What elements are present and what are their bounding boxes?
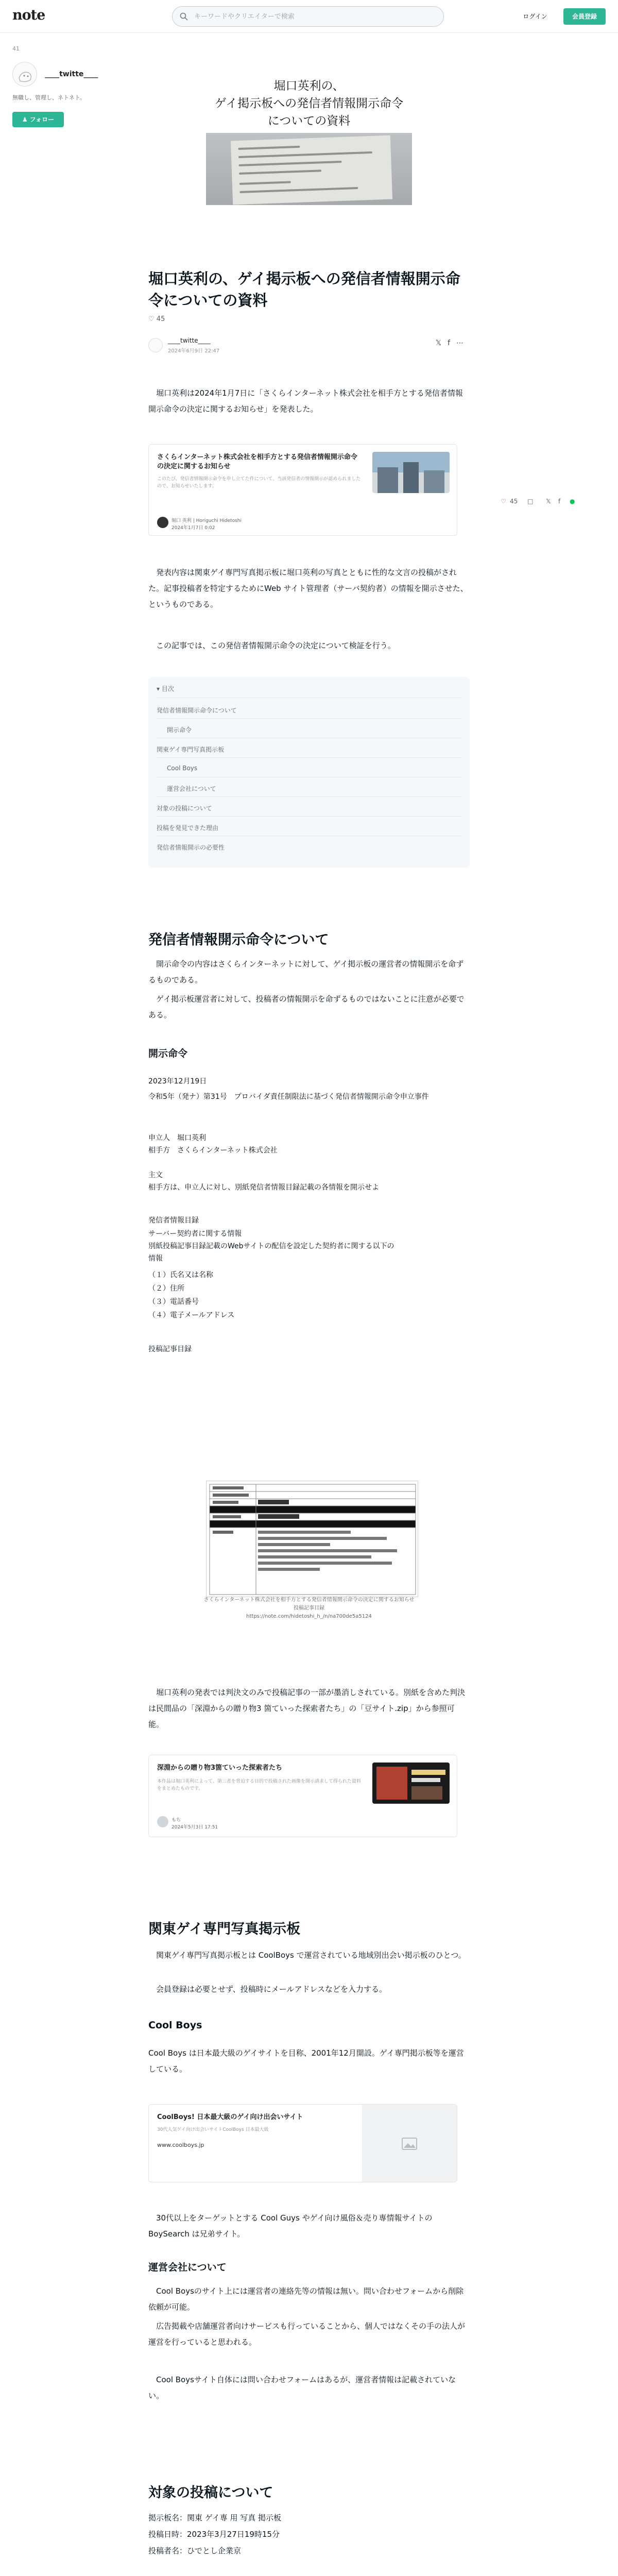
embed-date: 2024年1月7日 0:02 bbox=[171, 526, 215, 531]
float-like-count: 45 bbox=[510, 498, 518, 505]
search-input[interactable] bbox=[194, 11, 436, 22]
target-meta-2: 投稿日時：2023年3月27日19時15分 bbox=[148, 2530, 280, 2539]
intro-paragraph: 堀口英利は2024年1月7日に「さくらインターネット株式会社を相手方とする発信者情報開示命令の決定に関するお知らせ」を発表した。 bbox=[148, 388, 463, 414]
creator-count: 41 bbox=[12, 45, 20, 52]
facebook-share-icon[interactable]: f bbox=[558, 498, 561, 505]
embed-thumbnail bbox=[372, 452, 450, 493]
search-box[interactable] bbox=[172, 6, 444, 27]
creator-avatar[interactable] bbox=[12, 62, 37, 87]
paragraph-2: 発表内容は関東ゲイ専門写真掲示板に堀口英利の写真とともに性的な文言の投稿がされた。記事投稿者を特定するためにWeb サイト管理者（サーバ契約者）の情報を開示させた、というものである。 bbox=[148, 568, 468, 609]
table-of-contents bbox=[148, 677, 470, 868]
toc-heading-label: 目次 bbox=[161, 685, 174, 692]
login-button[interactable]: ログイン bbox=[523, 13, 547, 20]
doc-line: （２）住所 bbox=[148, 1284, 184, 1293]
embed-desc: 30代人気ゲイ向け出会いサイトCoolBoys 日本最大級 bbox=[157, 2127, 269, 2132]
doc-line: 情報 bbox=[148, 1255, 163, 1263]
doc-line: 相手方 さくらインターネット株式会社 bbox=[148, 1146, 278, 1155]
heading-order: 発信者情報開示命令について bbox=[148, 932, 329, 948]
doc-line: サーバー契約者に関する情報 bbox=[148, 1230, 242, 1238]
doc-line: （１）氏名又は名称 bbox=[148, 1271, 213, 1279]
author-meta bbox=[148, 336, 470, 357]
facebook-share-icon[interactable]: f bbox=[448, 339, 456, 347]
doc-line: 令和5年（発ナ）第31号 プロバイダ責任制限法に基づく発信者情報開示命令申立事件 bbox=[148, 1093, 429, 1101]
eyecatch-title: 堀口英利の、 ゲイ掲示板への発信者情報開示命令 についての資料 bbox=[214, 79, 404, 128]
target-meta-1: 掲示板名：関東 ゲイ専 用 写真 掲示板 bbox=[148, 2513, 282, 2522]
like-count: 45 bbox=[156, 315, 165, 323]
toc-item[interactable]: 運営会社について bbox=[167, 785, 216, 792]
embed-desc: このたび、発信者情報開示命令を申し立てた件について、当該発信者の情報開示が認められましたので、お知らせいたします。 bbox=[157, 477, 361, 489]
embed-card-abyss[interactable] bbox=[148, 1755, 457, 1837]
doc-line: （３）電話番号 bbox=[148, 1298, 199, 1306]
chevron-down-icon: ▾ bbox=[157, 685, 160, 692]
heart-icon[interactable]: ♡ bbox=[501, 498, 506, 505]
court-paragraph: 堀口英利の発表では判決文のみで投稿記事の一部が墨消しされている。別紙を含めた判決は民間品の「深淵からの贈り物3 箇ていった探索者たち」の「豆サイト.zip」から参照可能。 bbox=[148, 1688, 466, 1729]
embed-title: CoolBoys! 日本最大級のゲイ向け出会いサイト bbox=[157, 2113, 303, 2121]
embed-author-avatar bbox=[157, 1816, 168, 1827]
board-paragraph-1: 関東ゲイ専門写真掲示板とは CoolBoys で運営されている地域別出会い掲示板のひとつ。 bbox=[148, 1951, 466, 1960]
doc-line: 発信者情報目録 bbox=[148, 1216, 199, 1225]
embed-title: さくらインターネット株式会社を相手方とする発信者情報開示命令の決定に関するお知らせ bbox=[157, 453, 357, 470]
doc-line: 主文 bbox=[148, 1171, 163, 1179]
x-share-icon[interactable]: 𝕏 bbox=[546, 498, 551, 505]
doc-line: （４）電子メールアドレス bbox=[148, 1311, 235, 1319]
admin-paragraph-1: Cool Boysのサイト上には運営者の連絡先等の情報は無い。問い合わせフォームから削除依頼が可能。 bbox=[148, 2286, 464, 2312]
toc-heading[interactable] bbox=[157, 684, 174, 693]
follow-button[interactable] bbox=[12, 112, 64, 127]
comment-icon[interactable]: □ bbox=[527, 498, 534, 505]
x-share-icon[interactable]: 𝕏 bbox=[435, 339, 448, 347]
toc-item[interactable]: 発信者情報開示命令について bbox=[157, 707, 237, 714]
like-meta bbox=[148, 315, 165, 323]
heading-target: 対象の投稿について bbox=[148, 2485, 273, 2501]
follow-label: フォロー bbox=[29, 115, 55, 123]
figure-caption[interactable]: さくらインターネット株式会社を相手方とする発信者情報開示命令の決定に関するお知らせ 投稿記事目録 https://note.com/hidetoshi_h_/n/na700de5a5124 bbox=[203, 1597, 415, 1619]
doc-line: 別紙投稿記事目録記載のWebサイトの配信を設定した契約者に関する以下の bbox=[148, 1242, 394, 1250]
embed-card-notice[interactable] bbox=[148, 444, 457, 536]
article-title: 堀口英利の、ゲイ掲示板への発信者情報開示命令についての資料 bbox=[148, 270, 460, 309]
floating-actions bbox=[501, 495, 609, 509]
board-paragraph-2: 会員登録は必要とせず、投稿時にメールアドレスなどを入力する。 bbox=[148, 1985, 387, 1994]
avatar-sketch-icon bbox=[13, 62, 37, 87]
embed-url: www.coolboys.jp bbox=[157, 2142, 204, 2148]
table-image bbox=[207, 1481, 419, 1598]
share-icons bbox=[436, 339, 470, 347]
heading-kaiji: 開示命令 bbox=[148, 1048, 188, 1059]
embed-thumbnail bbox=[372, 1762, 450, 1804]
doc-line: 申立人 堀口英利 bbox=[148, 1134, 206, 1142]
eyecatch-image bbox=[148, 77, 470, 210]
creator-bio: 無職し、管理し、ネトネト。 bbox=[12, 94, 85, 101]
heart-icon[interactable]: ♡ bbox=[148, 315, 154, 323]
line-share-icon[interactable]: ● bbox=[570, 498, 575, 505]
embed-author: もち bbox=[171, 1818, 181, 1823]
eyecatch-photo bbox=[206, 133, 412, 205]
embed-title: 深淵からの贈り物3箇ていった探索者たち bbox=[157, 1764, 283, 1772]
embed-date: 2024年5月3日 17:51 bbox=[171, 1825, 218, 1830]
embed-author: 堀口 英利 | Horiguchi Hidetoshi bbox=[171, 518, 242, 523]
signup-button[interactable]: 会員登録 bbox=[563, 8, 606, 25]
top-bar bbox=[0, 0, 618, 33]
author-name[interactable]: ____twitte____ bbox=[168, 337, 211, 344]
toc-item[interactable]: Cool Boys bbox=[167, 765, 198, 772]
order-paragraph-1: 開示命令の内容はさくらインターネットに対して、ゲイ掲示板の運営者の情報開示を命ずるものである。 bbox=[148, 959, 464, 985]
embed-author-avatar bbox=[157, 517, 168, 528]
heading-board: 関東ゲイ専門写真掲示板 bbox=[148, 1921, 301, 1937]
post-date: 2024年6月9日 22:47 bbox=[168, 348, 220, 354]
admin-paragraph-2: 広告掲載や店舗運営者向けサービスも行っていることから、個人ではなくその手の法人が運営を行っていると思われる。 bbox=[148, 2321, 466, 2347]
toc-item[interactable]: 対象の投稿について bbox=[157, 805, 212, 812]
order-paragraph-2: ゲイ掲示板運営者に対して、投稿者の情報開示を命ずるものではないことに注意が必要である。 bbox=[148, 994, 465, 1020]
follow-person-icon: ♟ bbox=[22, 115, 28, 123]
toc-item[interactable]: 投稿を発見できた理由 bbox=[157, 824, 219, 832]
coolboys-paragraph-2: 30代以上をターゲットとする Cool Guys やゲイ向け風俗＆売り専情報サイトの BoySearch は兄弟サイト。 bbox=[148, 2213, 433, 2239]
toc-item[interactable]: 発信者情報開示の必要性 bbox=[157, 844, 225, 851]
coolboys-paragraph-1: Cool Boys は日本最大級のゲイサイトを目称、2001年12月開設。ゲイ専門掲示板等を運営している。 bbox=[148, 2048, 464, 2074]
embed-card-coolboys[interactable] bbox=[148, 2104, 457, 2182]
paragraph-3: この記事では、この発信者情報開示命令の決定について検証を行う。 bbox=[148, 641, 396, 650]
doc-line: 投稿記事目録 bbox=[148, 1345, 192, 1353]
heading-admin: 運営会社について bbox=[148, 2262, 227, 2273]
doc-line: 2023年12月19日 bbox=[148, 1077, 207, 1086]
note-logo[interactable]: note bbox=[12, 7, 45, 23]
image-placeholder-icon bbox=[402, 2138, 417, 2150]
target-meta-3: 投稿者名：ひでとし企業京 bbox=[148, 2546, 242, 2555]
creator-name[interactable]: ____twitte____ bbox=[45, 70, 98, 78]
creator-panel bbox=[12, 45, 126, 127]
embed-desc: 本作品は堀口英利によって、第三者を脅迫する目的で投稿された画像を開示請求して得られた資料をまとめたものです。 bbox=[157, 1779, 361, 1791]
heading-coolboys: Cool Boys bbox=[148, 2020, 202, 2031]
document-paper bbox=[231, 135, 392, 205]
embed-thumbnail bbox=[362, 2105, 457, 2182]
search-icon bbox=[180, 12, 188, 21]
post-list-figure bbox=[206, 1481, 418, 1597]
author-avatar[interactable] bbox=[148, 338, 163, 352]
toc-item[interactable]: 開示命令 bbox=[167, 726, 192, 734]
more-icon[interactable]: ⋯ bbox=[456, 339, 470, 347]
doc-line: 相手方は、申立人に対し、別紙発信者情報目録記載の各情報を開示せよ bbox=[148, 1183, 379, 1192]
toc-item[interactable]: 関東ゲイ専門写真掲示板 bbox=[157, 746, 225, 753]
admin-paragraph-3: Cool Boysサイト自体には問い合わせフォームはあるが、運営者情報は記載されていない。 bbox=[148, 2375, 456, 2400]
